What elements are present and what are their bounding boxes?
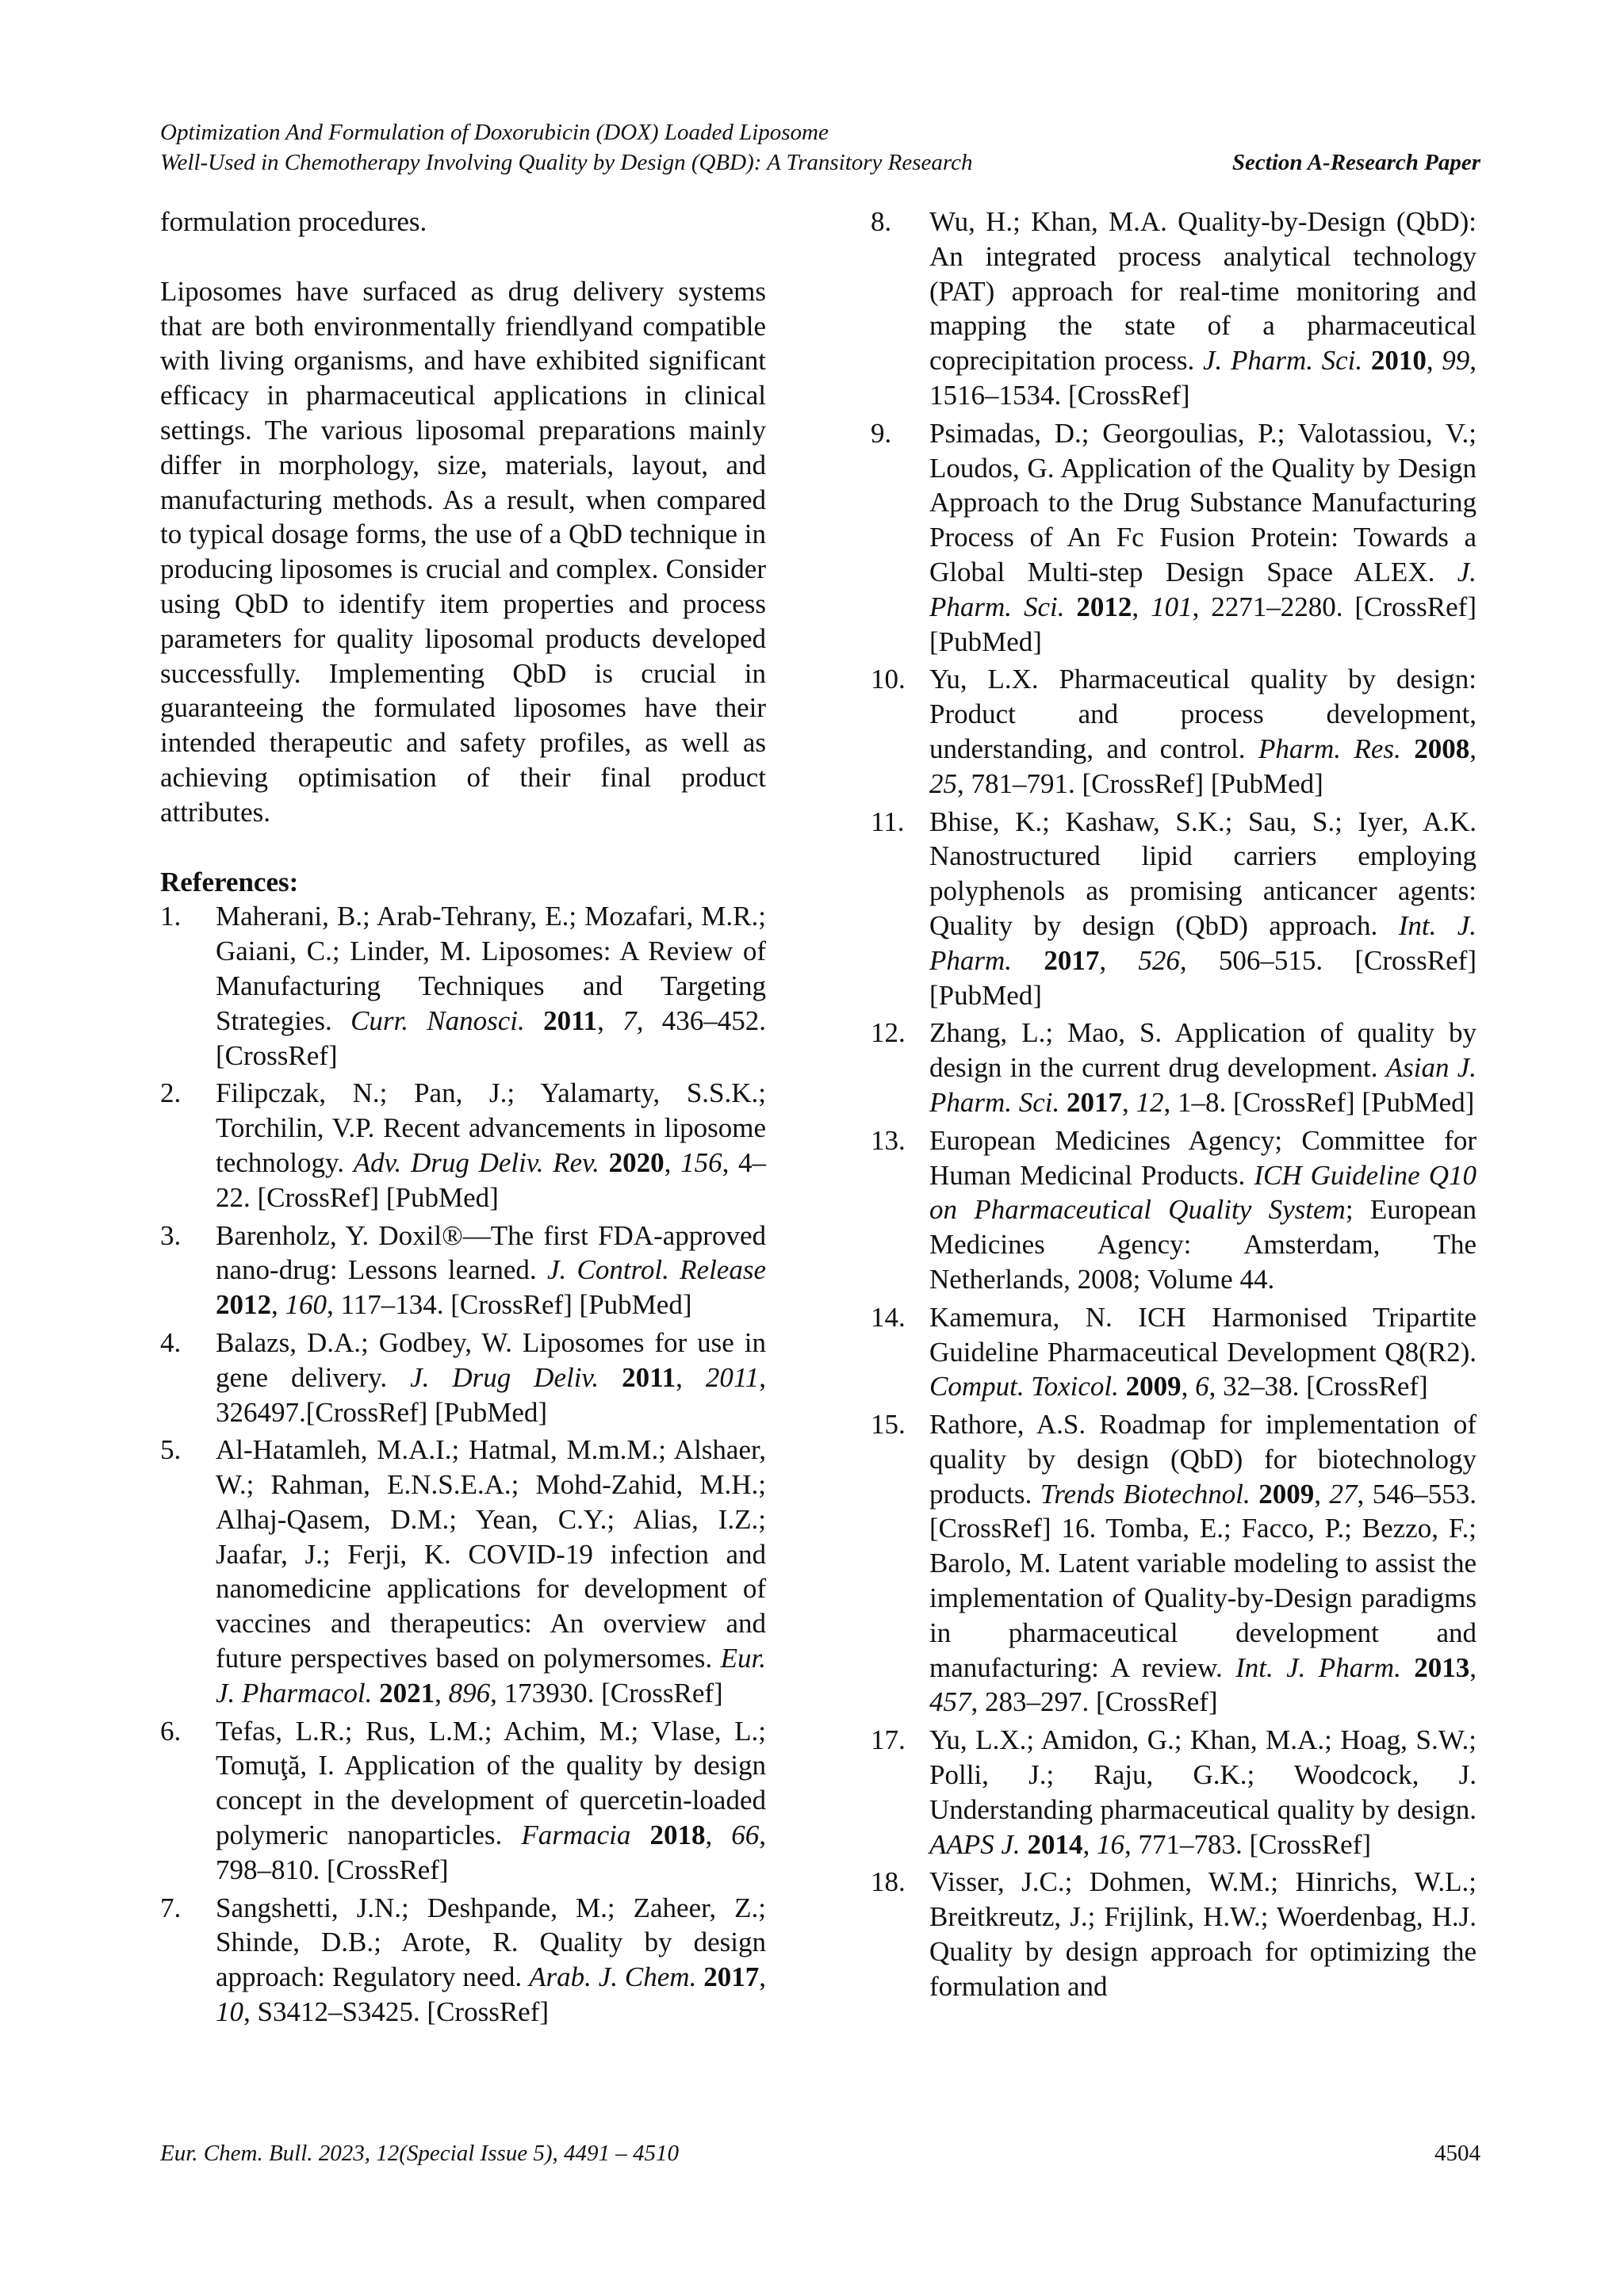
ref-volume: 457 [929,1686,971,1718]
ref-year: 2009 [1258,1478,1315,1510]
paragraph-2: Liposomes have surfaced as drug delivery systems that are both environmentally friendlyand compatible with living organisms, and have exhibited significant efficacy in pharmaceutical applications in clinical settings. The various liposomal preparations mainly differ in morphology, size, materials, layout, and manufacturing methods. As a result, when compared to typical dosage forms, the use of a QbD technique in producing liposomes is crucial and complex. Consider using QbD to identify item properties and process parameters for quality liposomal products developed successfully. Implementing QbD is crucial in guaranteeing the formulated liposomes have their intended therapeutic and safety profiles, as well as achieving optimisation of their final product attributes. [160,275,766,828]
reference-item: 14. Kamemura, N. ICH Harmonised Tripartite Guideline Pharmaceutical Development Q8(R2). Comput. Toxicol. 2009, 6, 32–38. [CrossRef] [871,1301,1477,1402]
ref-journal: Curr. Nanosci. [350,1004,525,1036]
reference-item: 11. Bhise, K.; Kashaw, S.K.; Sau, S.; Iyer, A.K. Nanostructured lipid carriers employing polyphenols as promising anticancer agents: Quality by design (QbD) approach. Int. J. Pharm. 2017, 526, 506–515. [CrossRef] [PubMed] [871,806,1477,1011]
reference-list-left [160,899,766,2030]
ref-pages: 32–38. [CrossRef] [1223,1371,1428,1402]
reference-item [871,1865,1477,2003]
ref-year: 2021 [379,1677,435,1709]
ref-pages: 4–22. [CrossRef] [PubMed] [216,1146,767,1213]
ref-year: 2008 [1414,733,1470,764]
ref-volume: 12 [1136,1086,1164,1118]
reference-number: 8. [871,206,892,237]
ref-pages: 173930. [CrossRef] [504,1677,723,1709]
ref-volume: 6 [1195,1371,1209,1402]
running-header [160,117,1480,178]
reference-item: 10. Yu, L.X. Pharmaceutical quality by design: Product and process development, understanding, and control. Pharm. Res. 2008, 25, 781–791. [CrossRef] [PubMed] [871,664,1477,799]
ref-pages: 117–134. [CrossRef] [PubMed] [340,1289,692,1321]
ref-journal: Pharm. Res. [1258,733,1401,764]
ref-journal: Farmacia [521,1820,631,1851]
ref-text: Bhise, K.; Kashaw, S.K.; Sau, S.; Iyer, A.K. Nanostructured lipid carriers employing polyphenols as promising anticancer agents: Quality by design (QbD) approach. [929,806,1477,941]
ref-text: Rathore, A.S. Roadmap for implementation of quality by design (QbD) for biotechnology products. [929,1409,1477,1510]
reference-number: 6. [160,1715,182,1747]
ref-year: 2017 [1067,1086,1123,1118]
ref-volume: 27 [1329,1478,1358,1510]
ref-volume: 526 [1138,944,1180,976]
ref-year: 2017 [1044,944,1100,976]
ref-year: 2012 [1076,591,1132,622]
ref-pages: 326497.[CrossRef] [PubMed] [216,1396,548,1428]
ref-text: Filipczak, N.; Pan, J.; Yalamarty, S.S.K.; Torchilin, V.P. Recent advancements in liposome technology. [216,1077,766,1178]
header-title-line1: Optimization And Formulation of Doxorubicin (DOX) Loaded Liposome [160,120,829,145]
ref-text: Sangshetti, J.N.; Deshpande, M.; Zaheer, Z.; Shinde, D.B.; Arote, R. Quality by design approach: Regulatory need. [216,1892,766,1993]
reference-number: 11. [871,806,905,837]
ref-year: 2009 [1125,1371,1182,1402]
ref-journal: Int. J. Pharm. [1235,1651,1401,1683]
reference-item: 6. Tefas, L.R.; Rus, L.M.; Achim, M.; Vlase, L.; Tomuţă, I. Application of the quality by design concept in the development of quercetin-loaded polymeric nanoparticles. Farmacia 2018, 66, 798–810. [CrossRef] [160,1715,767,1885]
ref-volume: 156 [680,1146,722,1178]
header-title-line2: Well-Used in Chemotherapy Involving Quality by Design (QBD): A Transitory Research [160,150,973,175]
ref-text: Yu, L.X.; Amidon, G.; Khan, M.A.; Hoag, S.W.; Polli, J.; Raju, G.K.; Woodcock, J. Understanding pharmaceutical quality by design. [929,1724,1477,1825]
ref-pages: 781–791. [CrossRef] [PubMed] [971,767,1323,799]
ref-text: Zhang, L.; Mao, S. Application of quality by design in the current drug development. [929,1017,1477,1084]
ref-volume: 7 [622,1004,637,1036]
reference-item: 7. Sangshetti, J.N.; Deshpande, M.; Zaheer, Z.; Shinde, D.B.; Arote, R. Quality by design approach: Regulatory need. Arab. J. Chem. 2017, 10, S3412–S3425. [CrossRef] [160,1892,766,2028]
reference-number: 10. [871,664,906,695]
ref-text: Kamemura, N. ICH Harmonised Tripartite Guideline Pharmaceutical Development Q8(R2). [929,1301,1477,1368]
reference-list-right [871,205,1477,2004]
ref-journal: ICH Guideline Q10 on Pharmaceutical Quality System [929,1159,1477,1226]
reference-number: 15. [871,1409,906,1441]
ref-year: 2020 [608,1146,665,1178]
ref-volume: 2011 [705,1361,760,1393]
reference-number: 7. [160,1892,182,1923]
ref-volume: 10 [216,1996,243,2028]
ref-journal: J. Drug Deliv. [410,1361,599,1393]
reference-number: 1. [160,901,182,932]
reference-number: 17. [871,1724,906,1756]
reference-number: 18. [871,1866,906,1898]
ref-text: Tefas, L.R.; Rus, L.M.; Achim, M.; Vlase, L.; Tomuţă, I. Application of the quality by design concept in the development of quercetin-loaded polymeric nanoparticles. [216,1715,766,1851]
reference-item: 8. Wu, H.; Khan, M.A. Quality-by-Design (QbD): An integrated process analytical technology (PAT) approach for real-time monitoring and mapping the state of a pharmaceutical coprecipitation process. J. Pharm. Sci. 2010, 99, 1516–1534. [CrossRef] [871,206,1477,411]
references-heading: References: [160,866,299,897]
ref-pages: 436–452. [CrossRef] [216,1004,767,1071]
ref-journal: Comput. Toxicol. [929,1371,1119,1402]
ref-journal: J. Pharm. Sci. [1202,345,1363,377]
ref-journal: Trends Biotechnol. [1040,1478,1251,1510]
reference-number: 13. [871,1124,906,1156]
reference-number: 4. [160,1326,182,1358]
paragraph-1: formulation procedures. [160,206,427,237]
ref-text: Psimadas, D.; Georgoulias, P.; Valotassiou, V.; Loudos, G. Application of the Quality by Design Approach to the Drug Substance Manufacturing Process of An Fc Fusion Protein: Towards a Global Multi-step Design Space ALEX. [929,417,1477,587]
reference-item: 17. Yu, L.X.; Amidon, G.; Khan, M.A.; Hoag, S.W.; Polli, J.; Raju, G.K.; Woodcock, J. Understanding pharmaceutical quality by design. AAPS J. 2014, 16, 771–783. [CrossRef] [871,1724,1477,1860]
ref-text: European Medicines Agency; Committee for Human Medicinal Products. [929,1124,1477,1191]
reference-item: 15. Rathore, A.S. Roadmap for implementation of quality by design (QbD) for biotechnology products. Trends Biotechnol. 2009, 27, 546–553. [CrossRef] 16. Tomba, E.; Facco, P.; Bezzo, F.; Barolo, M. Latent variable modeling to assist the implementation of Quality-by-Design paradigms in pharmaceutical development and manufacturing: A review. Int. J. Pharm. 2013, 457, 283–297. [CrossRef] [871,1409,1477,1718]
ref-volume: 99 [1442,345,1470,377]
ref-pages: 1516–1534. [CrossRef] [929,379,1190,411]
ref-pages: 506–515. [CrossRef] [PubMed] [929,944,1477,1011]
reference-item: 1. Maherani, B.; Arab-Tehrany, E.; Mozafari, M.R.; Gaiani, C.; Linder, M. Liposomes: A Review of Manufacturing Techniques and Targeting Strategies. Curr. Nanosci. 2011, 7, 436–452. [CrossRef] [160,901,767,1071]
ref-pages: 546–553. [CrossRef] 16. Tomba, E.; Facco, P.; Bezzo, F.; Barolo, M. Latent variable modeling to assist the implementation of Quality-by-Design paradigms in pharmaceutical development and manufacturing: A review. [929,1478,1477,1683]
ref-journal: J. Control. Release [546,1254,766,1286]
ref-year: 2011 [622,1361,676,1393]
ref-journal: J. Pharm. Sci. [929,556,1477,622]
ref-volume: 896 [448,1677,491,1709]
ref-journal: AAPS J. [929,1828,1021,1860]
ref-pages: 798–810. [CrossRef] [216,1854,449,1885]
ref-text: Balazs, D.A.; Godbey, W. Liposomes for use in gene delivery. [216,1326,766,1393]
ref-year: 2017 [703,1961,760,1993]
page-number: 4504 [1434,2141,1480,2166]
ref-year: 2014 [1027,1828,1083,1860]
right-column [871,205,1477,2007]
journal-citation: Eur. Chem. Bull. 2023, 12(Special Issue 5), 4491 – 4510 [160,2141,680,2166]
section-label: Section A-Research Paper [1231,150,1480,175]
ref-text: Barenholz, Y. Doxil®—The first FDA-approved nano-drug: Lessons learned. [216,1219,766,1286]
page-footer [160,2141,1480,2167]
ref-journal: Adv. Drug Deliv. Rev. [353,1146,599,1178]
reference-item: 4. Balazs, D.A.; Godbey, W. Liposomes for use in gene delivery. J. Drug Deliv. 2011, 2011, 326497.[CrossRef] [PubMed] [160,1326,767,1428]
ref-pages: 1–8. [CrossRef] [PubMed] [1178,1086,1475,1118]
reference-item: 9. Psimadas, D.; Georgoulias, P.; Valotassiou, V.; Loudos, G. Application of the Quality by Design Approach to the Drug Substance Manufacturing Process of An Fc Fusion Protein: Towards a Global Multi-step Design Space ALEX. J. Pharm. Sci. 2012, 101, 2271–2280. [CrossRef] [PubMed] [871,417,1477,657]
ref-journal: Arab. J. Chem. [529,1961,697,1993]
ref-journal: Asian J. Pharm. Sci. [929,1052,1477,1118]
reference-number: 14. [871,1301,906,1333]
ref-pages: 2271–2280. [CrossRef] [PubMed] [929,591,1477,657]
ref-year: 2011 [543,1004,598,1036]
ref-volume: 160 [285,1289,327,1321]
ref-pages: ; European Medicines Agency: Amsterdam, The Netherlands, 2008; Volume 44. [929,1194,1477,1295]
reference-number: 3. [160,1219,182,1251]
reference-item: 12. Zhang, L.; Mao, S. Application of quality by design in the current drug development. Asian J. Pharm. Sci. 2017, 12, 1–8. [CrossRef] [PubMed] [871,1017,1477,1118]
ref-volume: 16 [1096,1828,1124,1860]
ref-text: Al-Hatamleh, M.A.I.; Hatmal, M.m.M.; Alshaer, W.; Rahman, E.N.S.E.A.; Mohd-Zahid, M.H.; Alhaj-Qasem, D.M.; Yean, C.Y.; Alias, I.Z.; Jaafar, J.; Ferji, K. COVID-19 infection and nanomedicine applications for development of vaccines and therapeutics: An overview and future perspectives based on polymersomes. [216,1434,766,1674]
ref-year: 2013 [1414,1651,1470,1683]
reference-number: 5. [160,1434,182,1466]
reference-item: 2. Filipczak, N.; Pan, J.; Yalamarty, S.S.K.; Torchilin, V.P. Recent advancements in liposome technology. Adv. Drug Deliv. Rev. 2020, 156, 4–22. [CrossRef] [PubMed] [160,1077,767,1213]
ref-year: 2010 [1370,345,1427,377]
ref-text: Maherani, B.; Arab-Tehrany, E.; Mozafari, M.R.; Gaiani, C.; Linder, M. Liposomes: A Review of Manufacturing Techniques and Targeting Strategies. [216,901,766,1036]
reference-number: 12. [871,1017,906,1049]
ref-pages: 771–783. [CrossRef] [1138,1828,1372,1860]
ref-text: Wu, H.; Khan, M.A. Quality-by-Design (QbD): An integrated process analytical technology (PAT) approach for real-time monitoring and mapping the state of a pharmaceutical coprecipitation process. [929,206,1477,377]
ref-year: 2018 [649,1820,706,1851]
left-column [160,205,766,2033]
reference-item [871,1123,1477,1297]
ref-volume: 66 [731,1820,760,1851]
ref-pages: 283–297. [CrossRef] [985,1686,1218,1718]
ref-volume: 25 [929,767,957,799]
reference-number: 9. [871,417,892,449]
ref-text: Yu, L.X. Pharmaceutical quality by design: Product and process development, understanding, and control. [929,664,1477,764]
ref-year: 2012 [216,1289,271,1321]
ref-volume: 101 [1151,591,1193,622]
reference-item: 3. Barenholz, Y. Doxil®—The first FDA-approved nano-drug: Lessons learned. J. Control. Release 2012, 160, 117–134. [CrossRef] [PubMed] [160,1219,766,1321]
ref-pages: S3412–S3425. [CrossRef] [257,1996,550,2028]
reference-number: 2. [160,1077,182,1109]
ref-text: Visser, J.C.; Dohmen, W.M.; Hinrichs, W.L.; Breitkreutz, J.; Frijlink, H.W.; Woerdenbag, H.J. Quality by design approach for optimizing the formulation and [929,1866,1477,2002]
ref-journal: Eur. J. Pharmacol. [216,1643,766,1709]
ref-journal: Int. J. Pharm. [929,909,1477,976]
reference-item: 5. Al-Hatamleh, M.A.I.; Hatmal, M.m.M.; Alshaer, W.; Rahman, E.N.S.E.A.; Mohd-Zahid, M.H.; Alhaj-Qasem, D.M.; Yean, C.Y.; Alias, I.Z.; Jaafar, J.; Ferji, K. COVID-19 infection and nanomedicine applications for development of vaccines and therapeutics: An overview and future perspectives based on polymersomes. Eur. J. Pharmacol. 2021, 896, 173930. [CrossRef] [160,1434,766,1709]
